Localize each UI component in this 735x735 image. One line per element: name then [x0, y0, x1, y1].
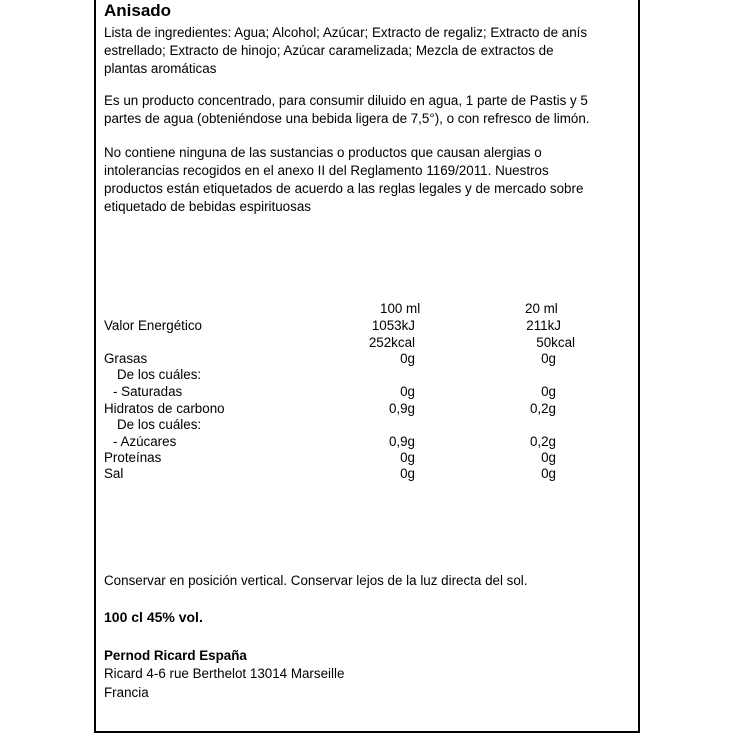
usage-block — [104, 92, 634, 128]
nutrition-row-value-20ml: 50kcal — [536, 335, 575, 350]
nutrition-col2-header: 20 ml — [525, 301, 558, 316]
nutrition-row-value-20ml: 0,2g — [529, 401, 556, 416]
company-country: Francia — [104, 685, 149, 700]
product-title: Anisado — [104, 1, 172, 20]
nutrition-row-label: Hidratos de carbono — [104, 401, 225, 416]
nutrition-row-value-20ml: 0g — [541, 384, 556, 399]
ingredients-line: plantas aromáticas — [104, 61, 217, 76]
nutrition-row-value-100ml: 0g — [400, 384, 415, 399]
nutrition-row-value-20ml: 211kJ — [526, 318, 561, 333]
volume-abv: 100 cl 45% vol. — [104, 609, 203, 625]
nutrition-row-label: Proteínas — [104, 450, 162, 465]
allergens-line: productos están etiquetados de acuerdo a las reglas legales y de mercado sobre — [104, 181, 584, 196]
ingredients-line: estrellado; Extracto de hinojo; Azúcar caramelizada; Mezcla de extractos de — [104, 43, 554, 58]
storage-instructions: Conservar en posición vertical. Conservar lejos de la luz directa del sol. — [104, 573, 528, 588]
nutrition-row-label: Sal — [104, 466, 124, 481]
nutrition-row-value-20ml: 0g — [541, 450, 556, 465]
usage-line: Es un producto concentrado, para consumir diluido en agua, 1 parte de Pastis y 5 — [104, 93, 588, 108]
nutrition-row-value-100ml: 0g — [400, 450, 415, 465]
nutrition-row-value-20ml: 0g — [541, 466, 556, 481]
nutrition-row-value-100ml: 0,9g — [388, 401, 415, 416]
nutrition-row-value-100ml: 0,9g — [388, 434, 415, 449]
nutrition-col1-header: 100 ml — [380, 301, 421, 316]
ingredients-block — [104, 24, 634, 78]
nutrition-row-label: De los cuáles: — [117, 417, 202, 432]
nutrition-row-label: Valor Energético — [104, 318, 203, 333]
nutrition-row-value-20ml: 0g — [541, 351, 556, 366]
nutrition-row-label: - Saturadas — [113, 384, 183, 399]
nutrition-row-label: Grasas — [104, 351, 148, 366]
allergens-line: etiquetado de bebidas espirituosas — [104, 199, 311, 214]
nutrition-row-value-20ml: 0,2g — [529, 434, 556, 449]
allergens-block — [104, 144, 634, 216]
allergens-line: intolerancias recogidos en el anexo II del Reglamento 1169/2011. Nuestros — [104, 163, 549, 178]
nutrition-row-value-100ml: 1053kJ — [371, 318, 415, 333]
nutrition-row-label: De los cuáles: — [117, 367, 202, 382]
allergens-line: No contiene ninguna de las sustancias o productos que causan alergias o — [104, 145, 542, 160]
ingredients-line: Lista de ingredientes: Agua; Alcohol; Azúcar; Extracto de regaliz; Extracto de anís — [104, 25, 588, 40]
usage-line: partes de agua (obteniéndose una bebida ligera de 7,5°), o con refresco de limón. — [104, 111, 590, 126]
nutrition-row-value-100ml: 0g — [400, 351, 415, 366]
company-name: Pernod Ricard España — [104, 648, 247, 663]
nutrition-row-value-100ml: 0g — [400, 466, 415, 481]
company-address: Ricard 4-6 rue Berthelot 13014 Marseille — [104, 666, 345, 681]
nutrition-row-value-100ml: 252kcal — [368, 335, 415, 350]
nutrition-row-label: - Azúcares — [113, 434, 177, 449]
